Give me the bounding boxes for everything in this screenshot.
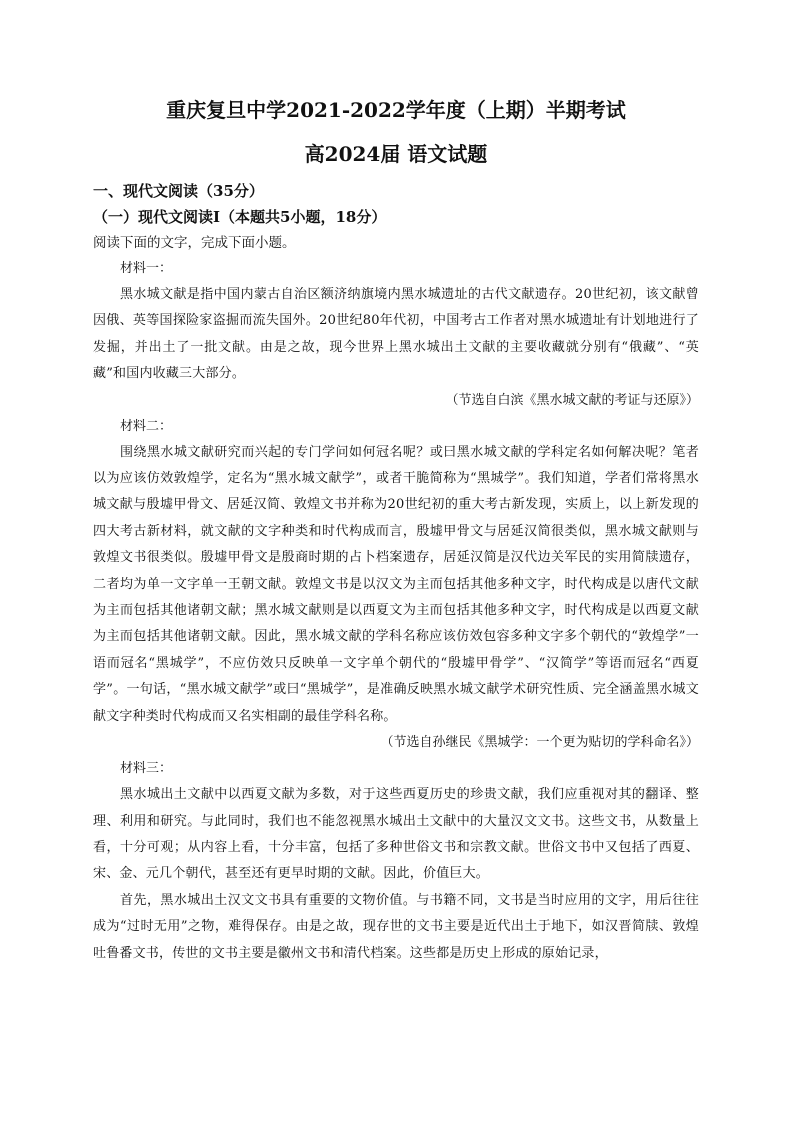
- material-paragraph: 黑水城出土文献中以西夏文献为多数，对于这些西夏历史的珍贵文献，我们应重视对其的翻译、整理、利用和研究。与此同时，我们也不能忽视黑水城出土文献中的大量汉文文书。这些文书，从数量上看，十分可观；从内容上看，十分丰富，包括了多种世俗文书和宗教文献。世俗文书中又包括了西夏、宋、金、元几个朝代，甚至还有更早时期的文献。因此，价值巨大。: [93, 787, 699, 882]
- material-source: （节选自孙继民《黑城学：一个更为贴切的学科命名》）: [380, 735, 699, 751]
- material-label: 材料三：: [120, 761, 173, 777]
- material-paragraph: 黑水城文献是指中国内蒙古自治区额济纳旗境内黑水城遗址的古代文献遗存。20世纪初，该文献曾因俄、英等国探险家盗掘而流失国外。20世纪80年代初，中国考古工作者对黑水城遗址有计划地进行了发掘，并出土了一批文献。由是之故，现今世界上黑水城出土文献的主要收藏就分别有“俄藏”、“英藏”和国内收藏三大部分。: [93, 287, 699, 382]
- section-heading: 一、现代文阅读（35分）: [93, 182, 264, 200]
- material-label: 材料二：: [120, 418, 173, 434]
- document-page: [93, 96, 699, 967]
- material-paragraph: 首先，黑水城出土汉文文书具有重要的文物价值。与书籍不同，文书是当时应用的文字，用后往往成为“过时无用”之物，难得保存。由是之故，现存世的文书主要是近代出土于地下，如汉晋简牍、敦煌吐鲁番文书，传世的文书主要是徽州文书和清代档案。这些都是历史上形成的原始记录，: [93, 892, 699, 961]
- reading-instruction: 阅读下面的文字，完成下面小题。: [93, 235, 296, 251]
- section-subheading: （一）现代文阅读Ⅰ（本题共5小题，18分）: [93, 208, 387, 226]
- material-source: （节选自白滨《黑水城文献的考证与还原》）: [445, 392, 699, 408]
- material-label: 材料一：: [120, 261, 173, 276]
- exam-title-line2: 高2024届 语文试题: [304, 142, 488, 166]
- material-block: [93, 256, 699, 414]
- material-block: [93, 414, 699, 756]
- material-paragraph: 围绕黑水城文献研究而兴起的专门学问如何冠名呢？或曰黑水城文献的学科定名如何解决呢？笔者以为应该仿效敦煌学，定名为“黑水城文献学”，或者干脆简称为“黑城学”。我们知道，学者们常将黑水城文献与殷墟甲骨文、居延汉简、敦煌文书并称为20世纪初的重大考古新发现，实质上，以上新发现的四大考古新材料，就文献的文字种类和时代构成而言，殷墟甲骨文与居延汉简很类似，黑水城文献则与敦煌文书很类似。殷墟甲骨文是殷商时期的占卜档案遗存，居延汉简是汉代边关军民的实用简牍遗存，二者均为单一文字单一王朝文献。敦煌文书是以汉文为主而包括其他多种文字，时代构成是以唐代文献为主而包括其他诸朝文献；黑水城文献则是以西夏文为主而包括其他多种文字，时代构成是以西夏文献为主而包括其他诸朝文献。因此，黑水城文献的学科名称应该仿效包容多种文字多个朝代的“敦煌学”一语而冠名“黑城学”，不应仿效只反映单一文字单个朝代的“殷墟甲骨学”、“汉简学”等语而冠名“西夏学”。一句话，“黑水城文献学”或曰“黑城学”，是准确反映黑水城文献学术研究性质、完全涵盖黑水城文献文字种类时代构成而又名实相副的最佳学科名称。: [93, 444, 699, 724]
- exam-title-line1: 重庆复旦中学2021-2022学年度（上期）半期考试: [166, 98, 626, 122]
- material-block: [93, 756, 699, 967]
